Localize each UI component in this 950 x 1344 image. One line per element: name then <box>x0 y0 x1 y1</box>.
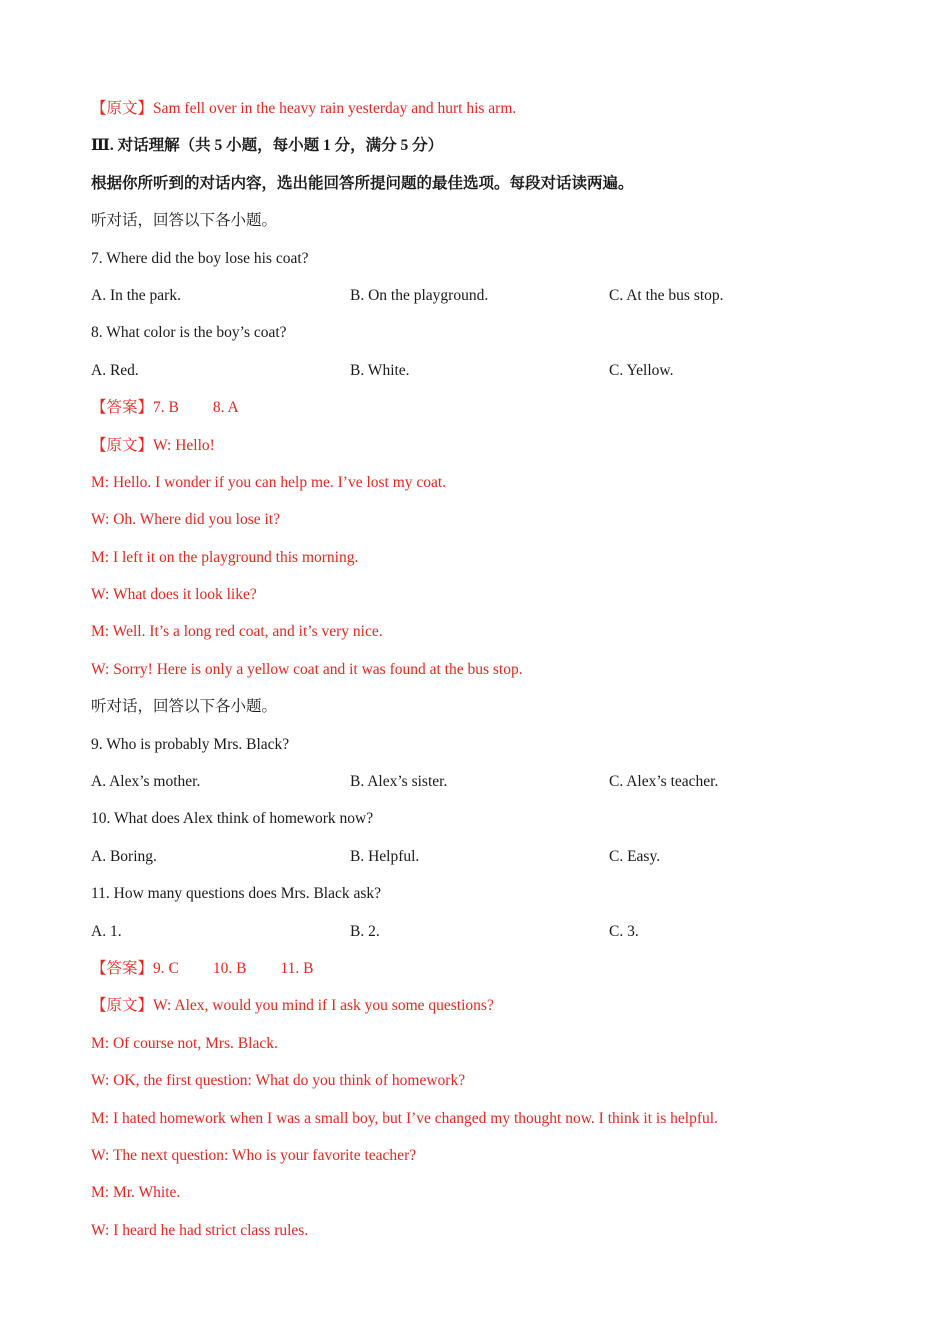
question-7-options <box>91 283 891 320</box>
option-c: C. At the bus stop. <box>609 286 724 304</box>
transcript-line: 【原文】W: Alex, would you mind if I ask you some questions? <box>91 997 494 1015</box>
transcript-line: M: I left it on the playground this morning. <box>91 548 359 566</box>
answer-7: 7. B <box>153 399 179 417</box>
transcript-line: W: I heard he had strict class rules. <box>91 1221 309 1239</box>
dialog2-answers <box>91 956 891 993</box>
option-c: C. Yellow. <box>609 361 674 379</box>
option-b: B. Helpful. <box>350 847 420 865</box>
transcript-line: W: The next question: Who is your favorite teacher? <box>91 1146 417 1164</box>
dialog1-prompt: 听对话，回答以下各小题。 <box>91 212 278 230</box>
transcript-line: W: OK, the first question: What do you think of homework? <box>91 1072 466 1090</box>
transcript-line: W: Sorry! Here is only a yellow coat and it was found at the bus stop. <box>91 660 523 678</box>
answer-label: 【答案】 <box>91 959 154 977</box>
question-8-options <box>91 358 891 395</box>
option-b: B. On the playground. <box>350 286 489 304</box>
option-c: C. 3. <box>609 922 639 940</box>
question-10-options <box>91 844 891 881</box>
transcript-line: W: What does it look like? <box>91 586 257 604</box>
question-9-options <box>91 769 891 806</box>
transcript-line: W: Oh. Where did you lose it? <box>91 511 280 529</box>
option-b: B. Alex’s sister. <box>350 773 448 791</box>
answer-10: 10. B <box>212 959 247 977</box>
question-7: 7. Where did the boy lose his coat? <box>91 249 309 267</box>
dialog2-prompt: 听对话，回答以下各小题。 <box>91 698 278 716</box>
transcript-line: M: I hated homework when I was a small boy, but I’ve changed my thought now. I think it is helpful. <box>91 1109 718 1127</box>
dialog1-answers <box>91 395 891 432</box>
section-title: Ⅲ. 对话理解（共 5 小题，每小题 1 分，满分 5 分） <box>91 137 444 155</box>
answer-11: 11. B <box>280 959 314 977</box>
transcript-line: M: Of course not, Mrs. Black. <box>91 1034 278 1052</box>
option-a: A. 1. <box>91 922 122 940</box>
option-a: A. In the park. <box>91 286 181 304</box>
question-11: 11. How many questions does Mrs. Black ask? <box>91 885 382 903</box>
option-a: A. Red. <box>91 361 139 379</box>
option-b: B. White. <box>350 361 410 379</box>
option-b: B. 2. <box>350 922 380 940</box>
transcript-line: M: Hello. I wonder if you can help me. I’ve lost my coat. <box>91 473 447 491</box>
document-page <box>91 96 891 1255</box>
answer-label: 【答案】 <box>91 399 154 417</box>
question-9: 9. Who is probably Mrs. Black? <box>91 735 290 753</box>
section-instruction: 根据你所听到的对话内容，选出能回答所提问题的最佳选项。每段对话读两遍。 <box>91 174 634 192</box>
option-a: A. Boring. <box>91 847 157 865</box>
answer-9: 9. C <box>153 959 179 977</box>
transcript-line: M: Well. It’s a long red coat, and it’s very nice. <box>91 623 383 641</box>
question-11-options <box>91 919 891 956</box>
option-c: C. Alex’s teacher. <box>609 773 719 791</box>
answer-8: 8. A <box>212 399 239 417</box>
question-8: 8. What color is the boy’s coat? <box>91 324 287 342</box>
transcript-line: M: Mr. White. <box>91 1184 181 1202</box>
transcript-line: 【原文】W: Hello! <box>91 436 215 454</box>
option-a: A. Alex’s mother. <box>91 773 201 791</box>
option-c: C. Easy. <box>609 847 661 865</box>
previous-transcript: 【原文】Sam fell over in the heavy rain yesterday and hurt his arm. <box>91 100 517 117</box>
question-10: 10. What does Alex think of homework now? <box>91 810 374 828</box>
